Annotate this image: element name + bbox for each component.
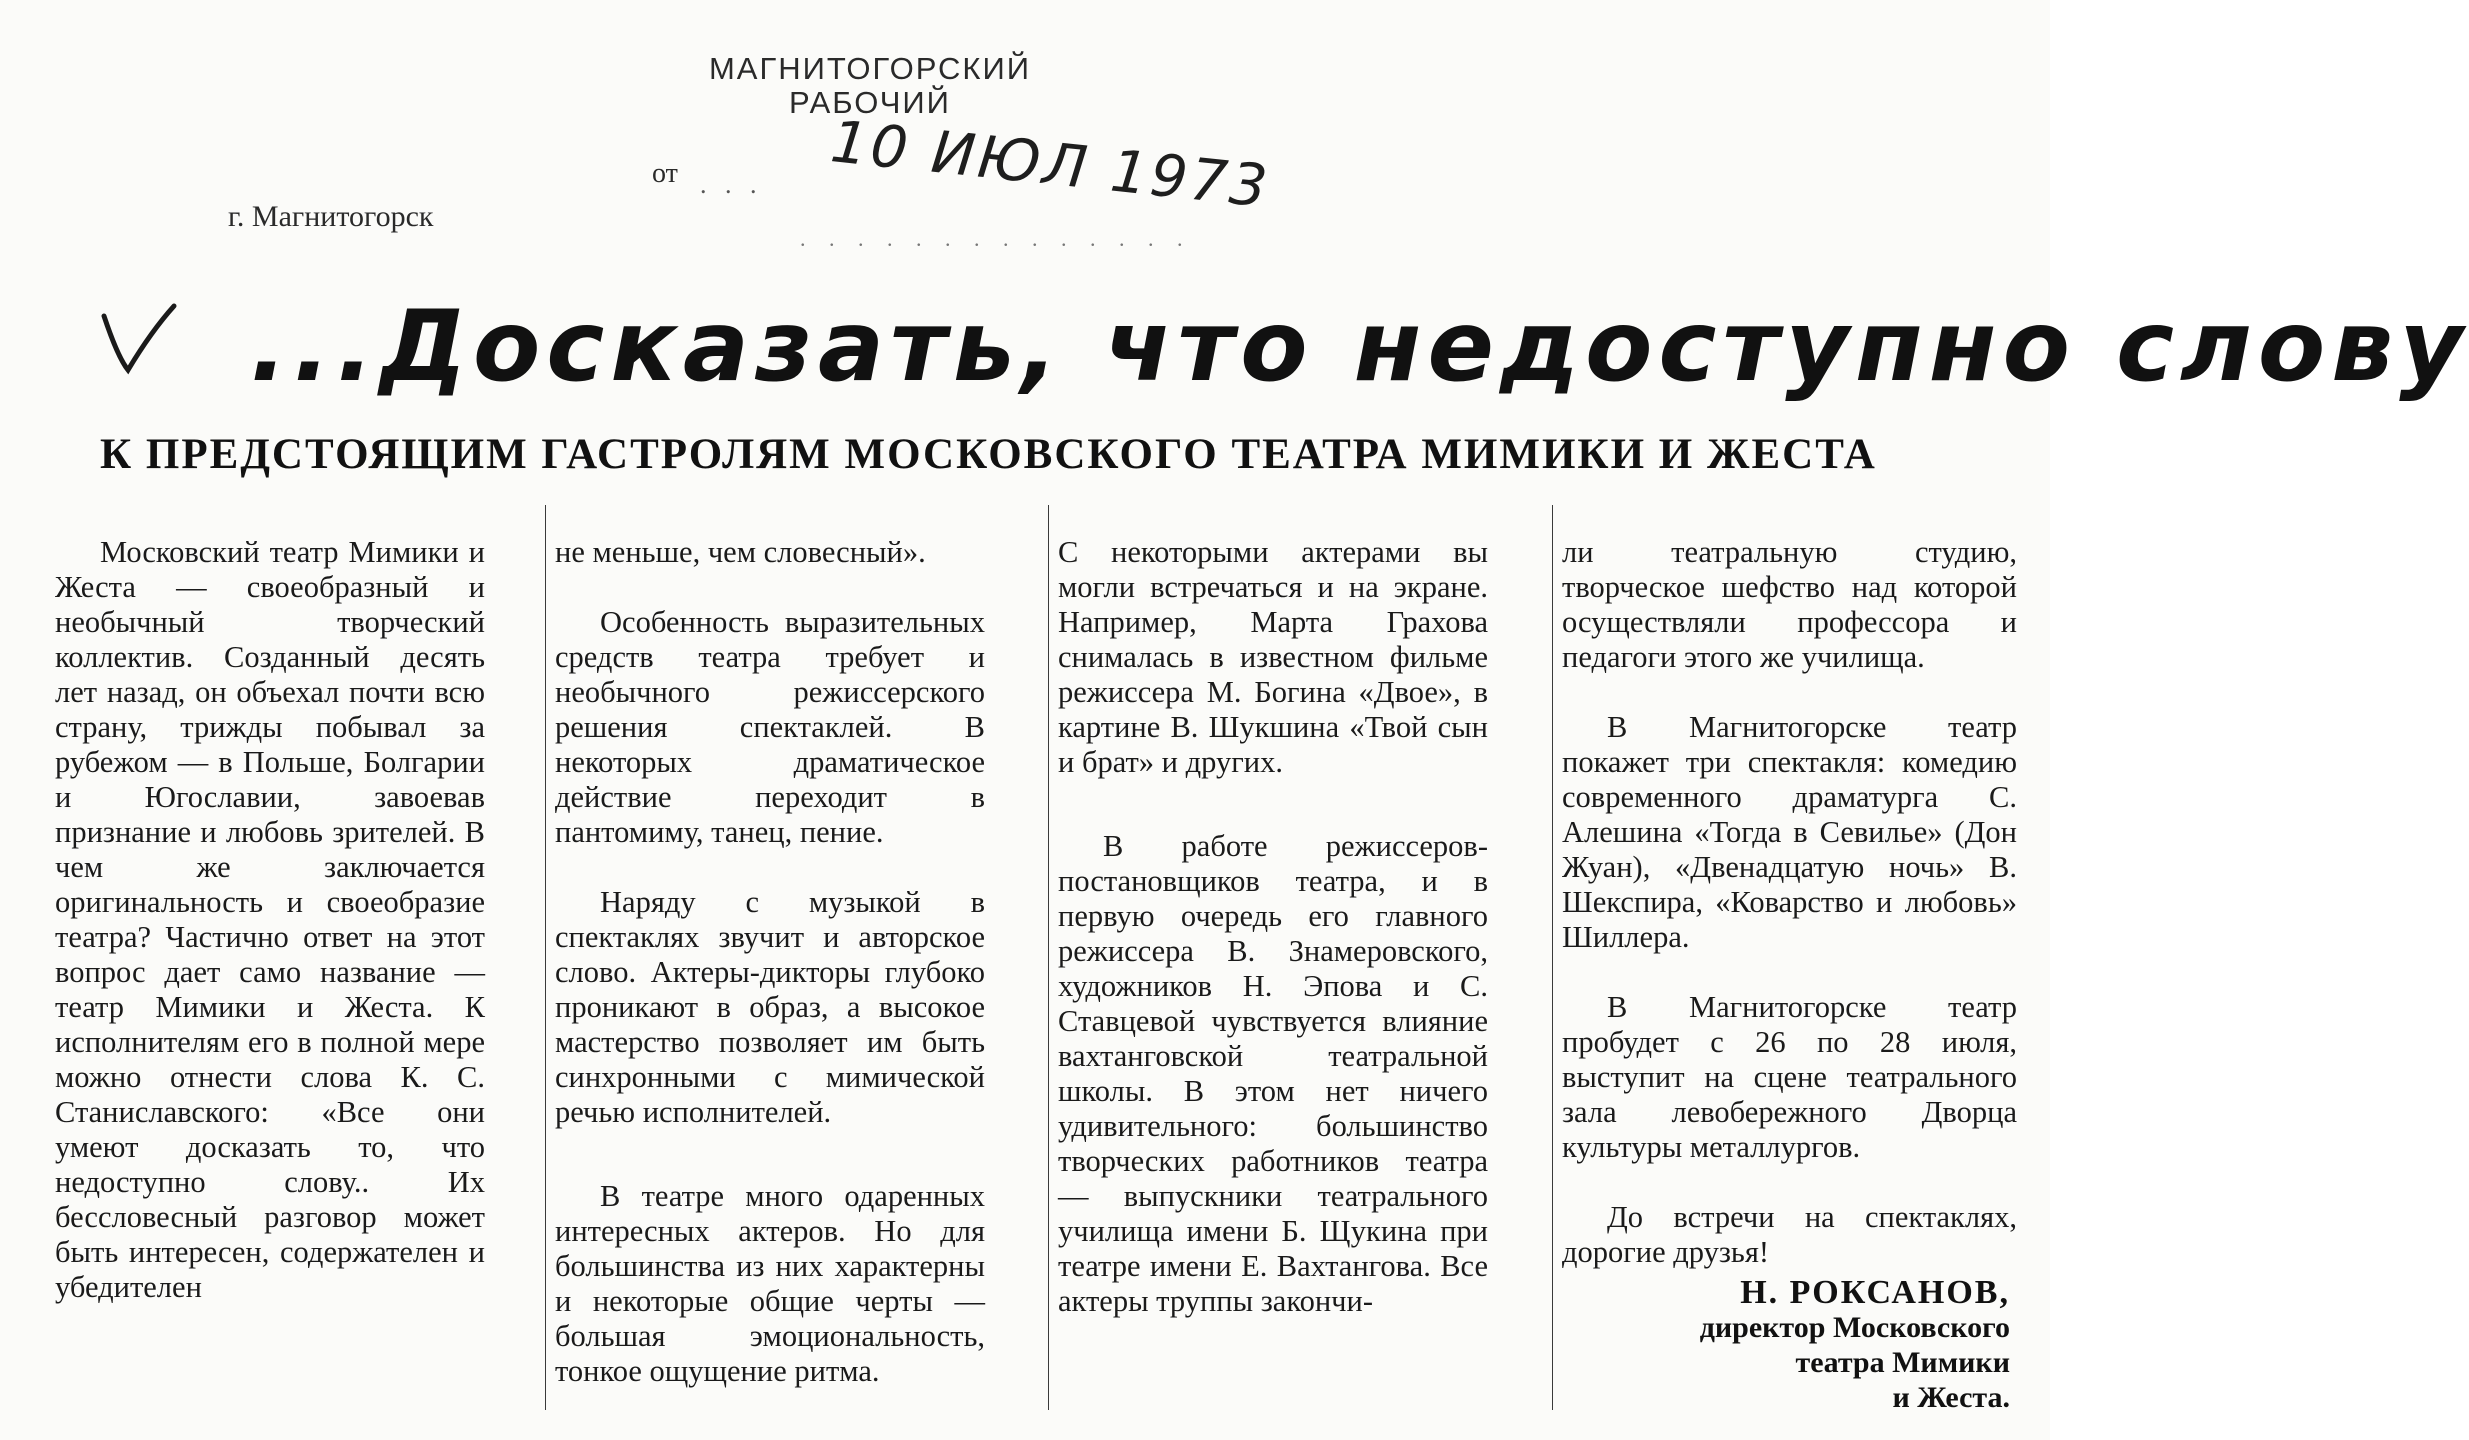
author-title-line-1: директор Московского xyxy=(1699,1311,2010,1344)
column-divider xyxy=(545,505,546,1410)
column-2-paragraph-2: Особенность выразительных средств театра требует и необычного режиссерского решения спектаклей. В некоторых драматическое действие переходит в пантомиму, танец, пение. xyxy=(555,605,985,849)
column-1-paragraph: Московский театр Мимики и Жеста — своеобразный и необычный творческий коллектив. Созданный десять лет назад, он объехал почти всю страну, трижды побывал за рубежом — в Польше, Болгарии и Югославии, завоевав признание и любовь зрителей. В чем же заключается оригинальность и своеобразие театра? Частично ответ на этот вопрос дает само название — театр Мимики и Жеста. К исполнителям его в полной мере можно отнести слова К. С. Станиславского: «Все они умеют досказать то, что недоступно слову.. Их бессловесный разговор может быть интересен, содержателен и убедителен xyxy=(55,535,485,1304)
column-4-paragraph-2: В Магнитогорске театр покажет три спектакля: комедию современного драматурга С. Алешина «Тогда в Севилье» (Дон Жуан), «Двенадцатую ночь» В. Шекспира, «Коварство и любовь» Шиллера. xyxy=(1562,710,2017,954)
column-3-paragraph-1: С некоторыми актерами вы могли встречаться и на экране. Например, Марта Грахова снималась в известном фильме режиссера М. Богина «Двое», в картине В. Шукшина «Твой сын и брат» и других. xyxy=(1058,535,1488,779)
column-4-paragraph-3: В Магнитогорске театр пробудет с 26 по 28 июля, выступит на сцене театрального зала левобережного Дворца культуры металлургов. xyxy=(1562,990,2017,1164)
masthead-line-1: МАГНИТОГОРСКИЙ xyxy=(708,51,1032,86)
date-prefix-dots: . . . xyxy=(700,170,763,199)
column-3-paragraph-2: В работе режиссеров-постановщиков театра, и в первую очередь его главного режиссера В. Знамеровского, художников Н. Эпова и С. Ставцевой чувствуется влияние вахтанговской театральной школы. В этом нет ничего удивительного: большинство творческих работников театра — выпускники театрального училища имени Б. Щукина при театре имени Е. Вахтангова. Все актеры труппы закончи- xyxy=(1058,829,1488,1318)
column-divider xyxy=(1552,505,1553,1410)
newspaper-masthead xyxy=(640,52,1100,120)
date-stamp: 10 ИЮЛ 1973 xyxy=(827,107,1274,221)
masthead-line-2: РАБОЧИЙ xyxy=(789,85,951,120)
article-column-1 xyxy=(55,500,485,1340)
author-signature xyxy=(1590,1275,2010,1415)
article-subheadline: К ПРЕДСТОЯЩИМ ГАСТРОЛЯМ МОСКОВСКОГО ТЕАТРА МИМИКИ И ЖЕСТА xyxy=(100,431,1877,478)
article-column-3 xyxy=(1058,500,1488,1354)
column-2-paragraph-1: не меньше, чем словесный». xyxy=(555,535,926,569)
date-prefix: от xyxy=(652,158,678,189)
author-title-line-2: театра Мимики xyxy=(1795,1346,2010,1379)
author-title-line-3: и Жеста. xyxy=(1892,1381,2010,1414)
article-column-4 xyxy=(1562,500,2017,1305)
column-divider xyxy=(1048,505,1049,1410)
column-2-paragraph-3: Наряду с музыкой в спектаклях звучит и авторское слово. Актеры-дикторы глубоко проникают в образ, а высокое мастерство позволяет им быть синхронными с мимической речью исполнителей. xyxy=(555,885,985,1129)
article-column-2 xyxy=(555,500,985,1424)
column-4-paragraph-1: ли театральную студию, творческое шефство над которой осуществляли профессора и педагоги этого же училища. xyxy=(1562,535,2017,674)
handwritten-checkmark-icon xyxy=(98,300,178,400)
article-headline: ...Досказать, что недоступно слову xyxy=(250,290,2469,404)
author-name: Н. РОКСАНОВ, xyxy=(1740,1274,2010,1311)
column-4-paragraph-4: До встречи на спектаклях, дорогие друзья! xyxy=(1562,1200,2017,1269)
date-stamp-underline: . . . . . . . . . . . . . . xyxy=(800,226,1192,251)
column-2-paragraph-4: В театре много одаренных интересных актеров. Но для большинства из них характерны и некоторые общие черты — большая эмоциональность, тонкое ощущение ритма. xyxy=(555,1179,985,1388)
city-label: г. Магнитогорск xyxy=(228,200,434,233)
